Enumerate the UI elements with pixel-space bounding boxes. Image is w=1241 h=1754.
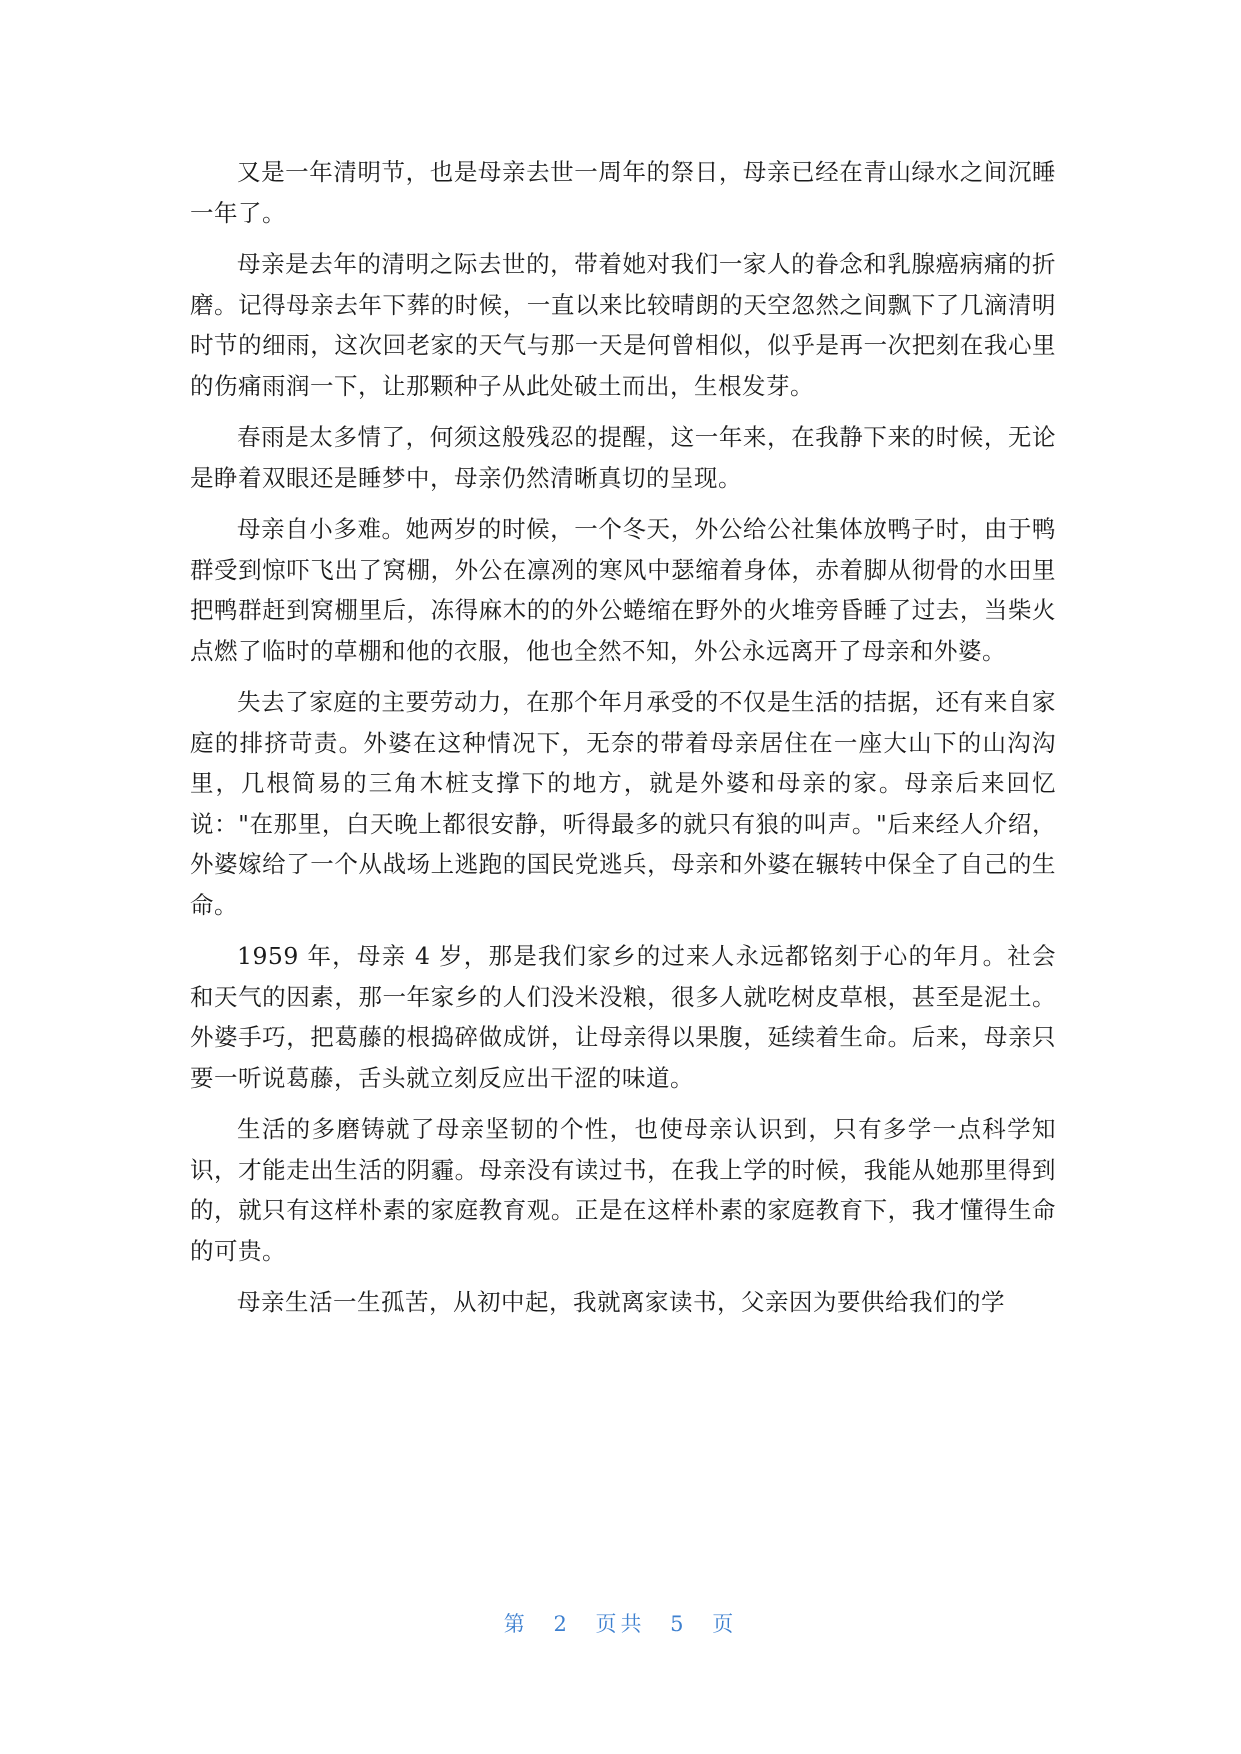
document-body — [190, 152, 1056, 1334]
paragraph: 1959 年，母亲 4 岁，那是我们家乡的过来人永远都铭刻于心的年月。社会和天气的因素，那一年家乡的人们没米没粮，很多人就吃树皮草根，甚至是泥土。外婆手巧，把葛藤的根捣碎做成饼，让母亲得以果腹，延续着生命。后来，母亲只要一听说葛藤，舌头就立刻反应出干涩的味道。 — [190, 942, 1056, 1092]
paragraph: 母亲生活一生孤苦，从初中起，我就离家读书，父亲因为要供给我们的学 — [237, 1288, 1005, 1316]
paragraph: 失去了家庭的主要劳动力，在那个年月承受的不仅是生活的拮据，还有来自家庭的排挤苛责。外婆在这种情况下，无奈的带着母亲居住在一座大山下的山沟沟里，几根简易的三角木桩支撑下的地方，就是外婆和母亲的家。母亲后来回忆说："在那里，白天晚上都很安静，听得最多的就只有狼的叫声。"后来经人介绍，外婆嫁给了一个从战场上逃跑的国民党逃兵，母亲和外婆在辗转中保全了自己的生命。 — [190, 688, 1056, 919]
paragraph: 母亲是去年的清明之际去世的，带着她对我们一家人的眷念和乳腺癌病痛的折磨。记得母亲去年下葬的时候，一直以来比较晴朗的天空忽然之间飘下了几滴清明时节的细雨，这次回老家的天气与那一天是何曾相似，似乎是再一次把刻在我心里的伤痛雨润一下，让那颗种子从此处破土而出，生根发芽。 — [190, 250, 1056, 400]
paragraph: 生活的多磨铸就了母亲坚韧的个性，也使母亲认识到，只有多学一点科学知识，才能走出生活的阴霾。母亲没有读过书，在我上学的时候，我能从她那里得到的，就只有这样朴素的家庭教育观。正是在这样朴素的家庭教育下，我才懂得生命的可贵。 — [190, 1115, 1056, 1265]
paragraph: 又是一年清明节，也是母亲去世一周年的祭日，母亲已经在青山绿水之间沉睡一年了。 — [190, 158, 1056, 227]
page-number-footer: 第 2 页共 5 页 — [503, 1612, 738, 1636]
paragraph: 母亲自小多难。她两岁的时候，一个冬天，外公给公社集体放鸭子时，由于鸭群受到惊吓飞出了窝棚，外公在凛冽的寒风中瑟缩着身体，赤着脚从彻骨的水田里把鸭群赶到窝棚里后，冻得麻木的的外公蜷缩在野外的火堆旁昏睡了过去，当柴火点燃了临时的草棚和他的衣服，他也全然不知，外公永远离开了母亲和外婆。 — [190, 515, 1056, 665]
paragraph: 春雨是太多情了，何须这般残忍的提醒，这一年来，在我静下来的时候，无论是睁着双眼还是睡梦中，母亲仍然清晰真切的呈现。 — [190, 423, 1056, 492]
